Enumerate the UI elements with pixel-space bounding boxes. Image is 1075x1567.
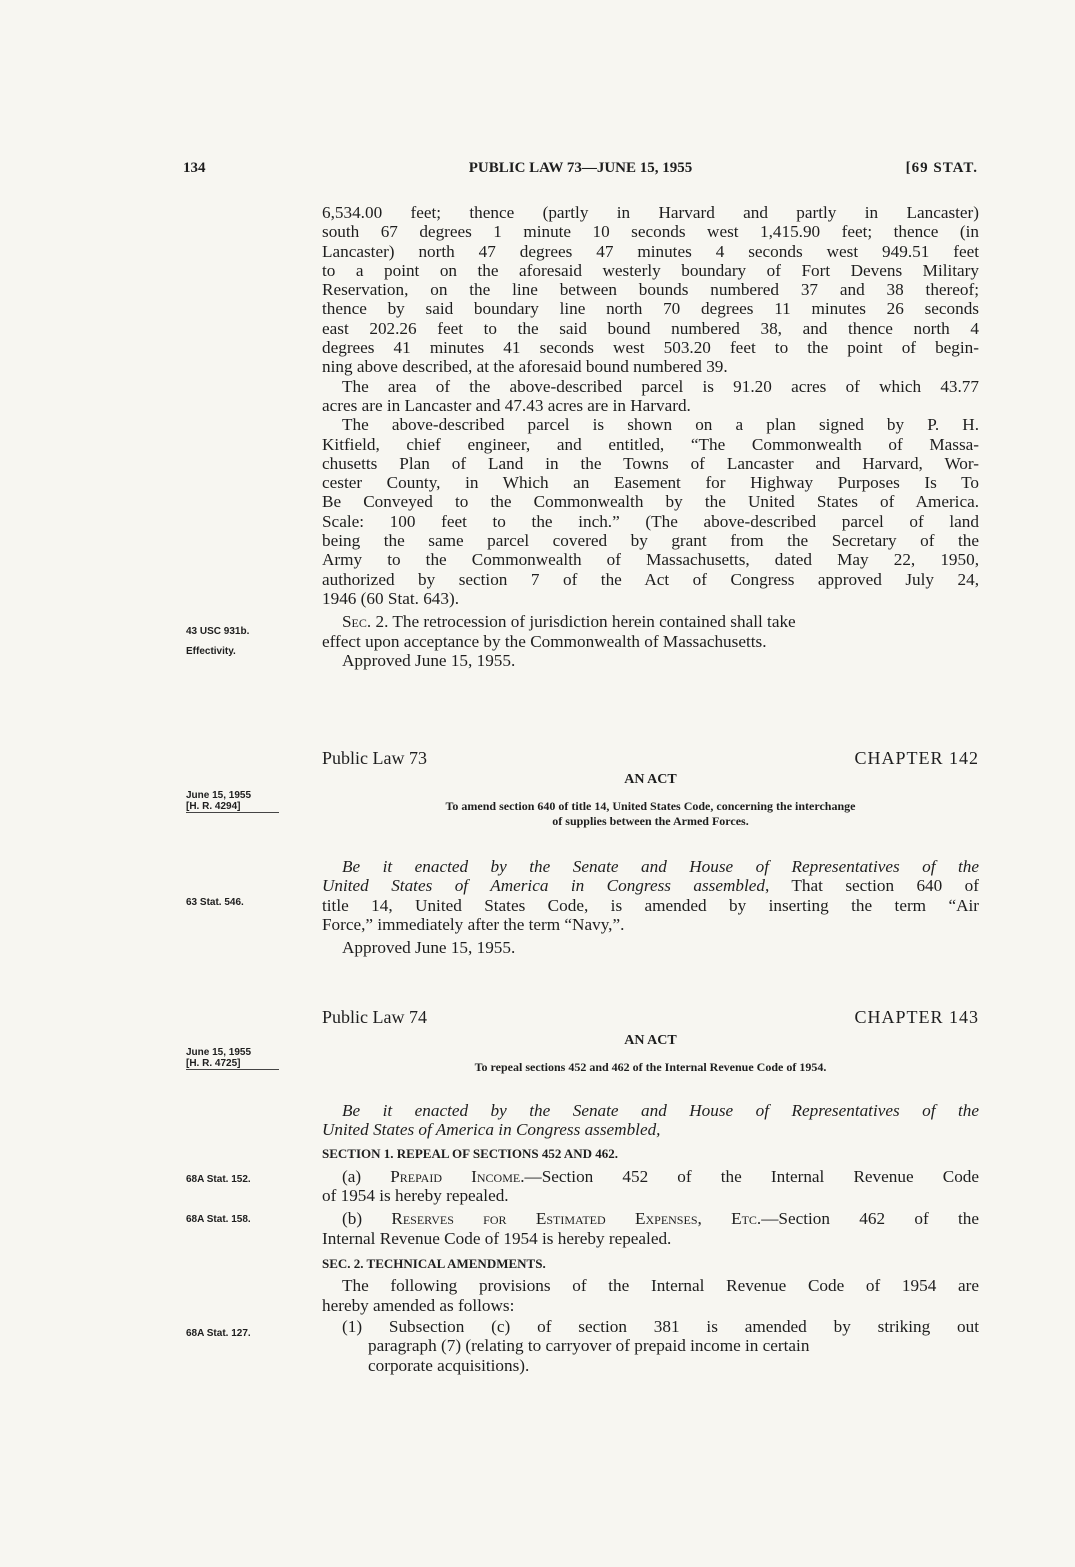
margin-note-stat152: 68A Stat. 152. bbox=[186, 1174, 251, 1185]
margin-note-effectivity: Effectivity. bbox=[186, 646, 236, 657]
bill-number: [H. R. 4294] bbox=[186, 801, 241, 812]
text-line: thence by said boundary line north 70 degrees 11 minutes 26 seconds bbox=[322, 299, 979, 319]
text-line: Army to the Commonwealth of Massachusetts, dated May 22, 1950, bbox=[322, 550, 979, 570]
text-segment: —Section 452 of the Internal Revenue Code bbox=[524, 1166, 980, 1186]
chapter-label: CHAPTER 143 bbox=[854, 1007, 979, 1027]
text-segment: —Section 462 of the bbox=[761, 1209, 980, 1229]
approval-line: Approved June 15, 1955. bbox=[342, 938, 516, 958]
subsection-title: Reserves for Estimated Expenses, Etc. bbox=[391, 1209, 762, 1229]
an-act-heading: AN ACT bbox=[624, 772, 677, 787]
text-line: The above-described parcel is shown on a plan signed by P. H. bbox=[342, 415, 979, 435]
text-line: 1946 (60 Stat. 643). bbox=[322, 588, 460, 608]
public-law-73-body bbox=[322, 857, 979, 957]
section-label: Sec. 2. bbox=[342, 612, 389, 632]
public-law-label: Public Law 73 bbox=[322, 748, 427, 768]
text-segment: (a) bbox=[342, 1166, 391, 1186]
purpose-line: of supplies between the Armed Forces. bbox=[552, 814, 749, 828]
text-line: hereby amended as follows: bbox=[322, 1295, 515, 1315]
text-line: corporate acquisitions). bbox=[368, 1355, 530, 1375]
purpose-line: To amend section 640 of title 14, United States Code, concerning the interchange bbox=[445, 799, 856, 813]
text-line: ning above described, at the aforesaid bound numbered 39. bbox=[322, 357, 728, 377]
subsection-title: Prepaid Income. bbox=[390, 1166, 525, 1186]
text-line: east 202.26 feet to the said bound numbered 38, and thence north 4 bbox=[322, 318, 979, 338]
text-line: authorized by section 7 of the Act of Congress approved July 24, bbox=[322, 569, 979, 589]
running-header bbox=[183, 160, 978, 184]
text-line: Kitfield, chief engineer, and entitled, “The Commonwealth of Massa- bbox=[322, 434, 979, 454]
text-line: degrees 41 minutes 41 seconds west 503.20 feet to the point of begin- bbox=[322, 338, 979, 358]
margin-note-stat127: 68A Stat. 127. bbox=[186, 1328, 251, 1339]
margin-note-pl73-date bbox=[186, 790, 279, 813]
margin-note-stat546: 63 Stat. 546. bbox=[186, 897, 244, 908]
date-line: June 15, 1955 bbox=[186, 1047, 252, 1058]
chapter-label: CHAPTER 142 bbox=[854, 748, 979, 768]
public-law-74-body bbox=[322, 1101, 979, 1375]
text-line: being the same parcel covered by grant from the Secretary of the bbox=[322, 531, 979, 551]
text-line: Lancaster) north 47 degrees 47 minutes 4 seconds west 949.51 feet bbox=[322, 241, 979, 261]
text-line: The area of the above-described parcel is 91.20 acres of which 43.77 bbox=[342, 376, 979, 396]
act-purpose bbox=[322, 799, 979, 829]
text-line: of 1954 is hereby repealed. bbox=[322, 1186, 509, 1206]
text-segment: The retrocession of jurisdiction herein contained shall take bbox=[388, 612, 796, 632]
continuation-text bbox=[322, 203, 979, 670]
text-segment: United States of America in Congress assembled bbox=[322, 876, 765, 896]
section-2-paragraph bbox=[322, 612, 979, 631]
running-title: PUBLIC LAW 73—JUNE 15, 1955 bbox=[468, 160, 693, 176]
stat-reference: [69 STAT. bbox=[905, 160, 978, 176]
text-line: acres are in Lancaster and 47.43 acres are in Harvard. bbox=[322, 395, 691, 415]
text-segment: , That section 640 of bbox=[765, 876, 979, 896]
text-line: (1) Subsection (c) of section 381 is amended by striking out bbox=[342, 1316, 979, 1336]
date-line: June 15, 1955 bbox=[186, 790, 252, 801]
bill-number: [H. R. 4725] bbox=[186, 1058, 241, 1069]
margin-note-pl74-date bbox=[186, 1047, 279, 1070]
text-line: The following provisions of the Internal Revenue Code of 1954 are bbox=[342, 1276, 979, 1296]
text-line: chusetts Plan of Land in the Towns of Lancaster and Harvard, Wor- bbox=[322, 453, 979, 473]
text-line: cester County, in Which an Easement for Highway Purposes Is To bbox=[322, 473, 979, 493]
text-segment: (b) bbox=[342, 1209, 392, 1229]
text-line: Be it enacted by the Senate and House of Representatives of the bbox=[342, 1101, 979, 1120]
text-line: Reservation, on the line between bounds numbered 37 and 38 thereof; bbox=[322, 280, 979, 300]
text-line: Be it enacted by the Senate and House of Representatives of the bbox=[342, 857, 979, 876]
margin-note-stat158: 68A Stat. 158. bbox=[186, 1214, 251, 1225]
approval-line: Approved June 15, 1955. bbox=[342, 650, 516, 670]
text-line: paragraph (7) (relating to carryover of prepaid income in certain bbox=[368, 1336, 810, 1356]
text-line: Scale: 100 feet to the inch.” (The above-described parcel of land bbox=[322, 511, 979, 531]
text-line: title 14, United States Code, is amended by inserting the term “Air bbox=[322, 895, 979, 915]
text-line: south 67 degrees 1 minute 10 seconds west 1,415.90 feet; thence (in bbox=[322, 222, 979, 242]
text-line: 6,534.00 feet; thence (partly in Harvard and partly in Lancaster) bbox=[322, 203, 979, 222]
section-2-heading: SEC. 2. TECHNICAL AMENDMENTS. bbox=[322, 1256, 546, 1272]
text-line: Be Conveyed to the Commonwealth by the United States of America. bbox=[322, 492, 979, 512]
page-number: 134 bbox=[183, 160, 206, 176]
margin-note-usc: 43 USC 931b. bbox=[186, 626, 250, 637]
section-1-heading: SECTION 1. REPEAL OF SECTIONS 452 AND 462. bbox=[322, 1145, 619, 1161]
text-line: to a point on the aforesaid westerly boundary of Fort Devens Military bbox=[322, 260, 979, 280]
text-line: United States of America in Congress assembled, bbox=[322, 1120, 661, 1140]
text-line: Internal Revenue Code of 1954 is hereby repealed. bbox=[322, 1228, 672, 1248]
subsection-b bbox=[322, 1209, 979, 1228]
an-act-heading: AN ACT bbox=[624, 1033, 677, 1048]
text-line bbox=[322, 876, 979, 895]
public-law-label: Public Law 74 bbox=[322, 1007, 427, 1027]
text-line: effect upon acceptance by the Commonwealth of Massachusetts. bbox=[322, 631, 767, 651]
text-line: Force,” immediately after the term “Navy,”. bbox=[322, 914, 625, 934]
subsection-a bbox=[322, 1167, 979, 1186]
act-purpose: To repeal sections 452 and 462 of the Internal Revenue Code of 1954. bbox=[474, 1060, 827, 1074]
